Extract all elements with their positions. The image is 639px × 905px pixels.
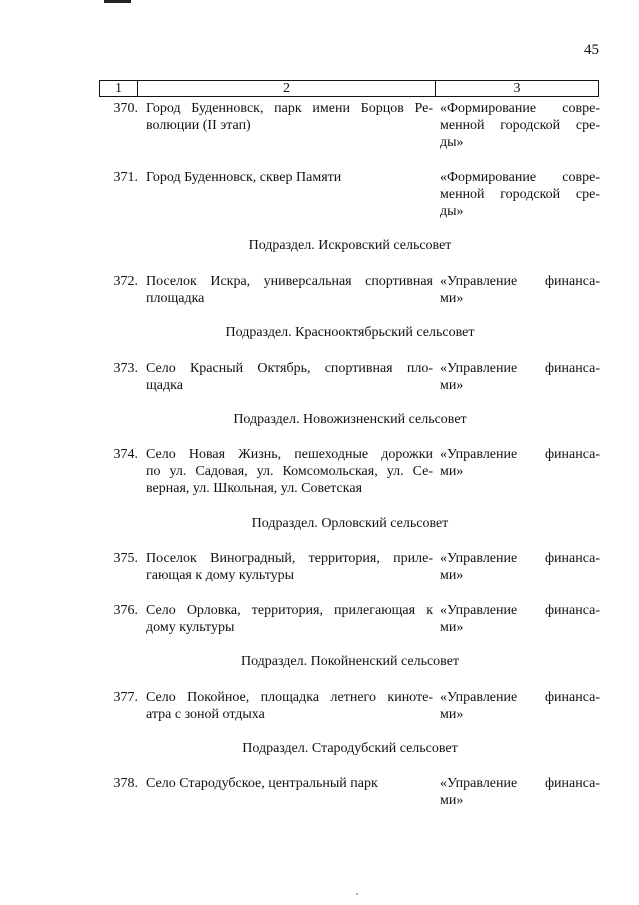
program-name bbox=[440, 550, 600, 584]
description-line: дому культуры bbox=[146, 620, 235, 635]
subsection-heading: Подраздел. Орловский сельсовет bbox=[251, 516, 449, 531]
program-line: «Формирование совре- bbox=[440, 101, 600, 116]
program-line: ми» bbox=[440, 568, 464, 583]
program-line: ми» bbox=[440, 707, 464, 722]
description-line: Село Орловка, территория, прилегающая к bbox=[146, 603, 433, 618]
program-name bbox=[440, 169, 600, 220]
program-line: ды» bbox=[440, 204, 464, 219]
description-line: атра с зоной отдыха bbox=[146, 707, 265, 722]
program-line: ми» bbox=[440, 620, 464, 635]
subsection-heading: Подраздел. Покойненский сельсовет bbox=[240, 654, 460, 669]
header-col-3: 3 bbox=[513, 81, 521, 96]
page-number: 45 bbox=[584, 42, 599, 58]
program-name bbox=[440, 689, 600, 723]
object-description bbox=[146, 775, 433, 792]
program-name bbox=[440, 775, 600, 809]
row-number: 372. bbox=[113, 274, 138, 289]
object-description bbox=[146, 273, 433, 307]
row-number: 374. bbox=[113, 447, 138, 462]
program-line: «Управление финанса- bbox=[440, 776, 600, 791]
description-line: щадка bbox=[146, 378, 183, 393]
program-line: ми» bbox=[440, 464, 464, 479]
subsection-heading: Подраздел. Новожизненский сельсовет bbox=[233, 412, 467, 427]
subsection-heading: Подраздел. Стародубский сельсовет bbox=[242, 741, 458, 756]
row-number: 370. bbox=[113, 101, 138, 116]
program-line: ми» bbox=[440, 378, 464, 393]
program-name bbox=[440, 360, 600, 394]
program-line: «Управление финанса- bbox=[440, 274, 600, 289]
description-line: площадка bbox=[146, 291, 205, 306]
object-description bbox=[146, 360, 433, 394]
description-line: Село Стародубское, центральный парк bbox=[146, 776, 378, 791]
row-number: 371. bbox=[113, 170, 138, 185]
description-line: Город Буденновск, парк имени Борцов Ре- bbox=[146, 101, 433, 116]
scan-mark bbox=[104, 0, 131, 3]
description-line: по ул. Садовая, ул. Комсомольская, ул. Се- bbox=[146, 464, 433, 479]
row-number: 376. bbox=[113, 603, 138, 618]
program-line: менной городской сре- bbox=[440, 187, 600, 202]
program-line: «Управление финанса- bbox=[440, 361, 600, 376]
program-name bbox=[440, 446, 600, 480]
program-line: ды» bbox=[440, 135, 464, 150]
object-description bbox=[146, 100, 433, 134]
program-line: «Управление финанса- bbox=[440, 603, 600, 618]
row-number: 373. bbox=[113, 361, 138, 376]
object-description bbox=[146, 169, 433, 186]
description-line: Село Покойное, площадка летнего киноте- bbox=[146, 690, 433, 705]
description-line: Поселок Искра, универсальная спортивная bbox=[146, 274, 433, 289]
subsection-heading: Подраздел. Краснооктябрьский сельсовет bbox=[225, 325, 475, 340]
header-col-1: 1 bbox=[100, 81, 138, 96]
program-name bbox=[440, 602, 600, 636]
program-line: менной городской сре- bbox=[440, 118, 600, 133]
object-description bbox=[146, 689, 433, 723]
scan-speck bbox=[356, 893, 358, 895]
program-line: «Управление финанса- bbox=[440, 447, 600, 462]
header-col-2: 2 bbox=[138, 81, 436, 96]
program-line: «Управление финанса- bbox=[440, 690, 600, 705]
description-line: волюции (II этап) bbox=[146, 118, 251, 133]
object-description bbox=[146, 446, 433, 497]
program-line: ми» bbox=[440, 291, 464, 306]
object-description bbox=[146, 550, 433, 584]
description-line: верная, ул. Школьная, ул. Советская bbox=[146, 481, 363, 496]
program-name bbox=[440, 273, 600, 307]
description-line: Село Новая Жизнь, пешеходные дорожки bbox=[146, 447, 433, 462]
row-number: 378. bbox=[113, 776, 138, 791]
description-line: Город Буденновск, сквер Памяти bbox=[146, 170, 342, 185]
row-number: 377. bbox=[113, 690, 138, 705]
subsection-heading: Подраздел. Искровский сельсовет bbox=[248, 238, 452, 253]
program-line: ми» bbox=[440, 793, 464, 808]
table-header-row bbox=[99, 80, 599, 97]
program-name bbox=[440, 100, 600, 151]
program-line: «Управление финанса- bbox=[440, 551, 600, 566]
row-number: 375. bbox=[113, 551, 138, 566]
program-line: «Формирование совре- bbox=[440, 170, 600, 185]
description-line: Поселок Виноградный, территория, приле- bbox=[146, 551, 433, 566]
description-line: Село Красный Октябрь, спортивная пло- bbox=[146, 361, 433, 376]
description-line: гающая к дому культуры bbox=[146, 568, 295, 583]
object-description bbox=[146, 602, 433, 636]
